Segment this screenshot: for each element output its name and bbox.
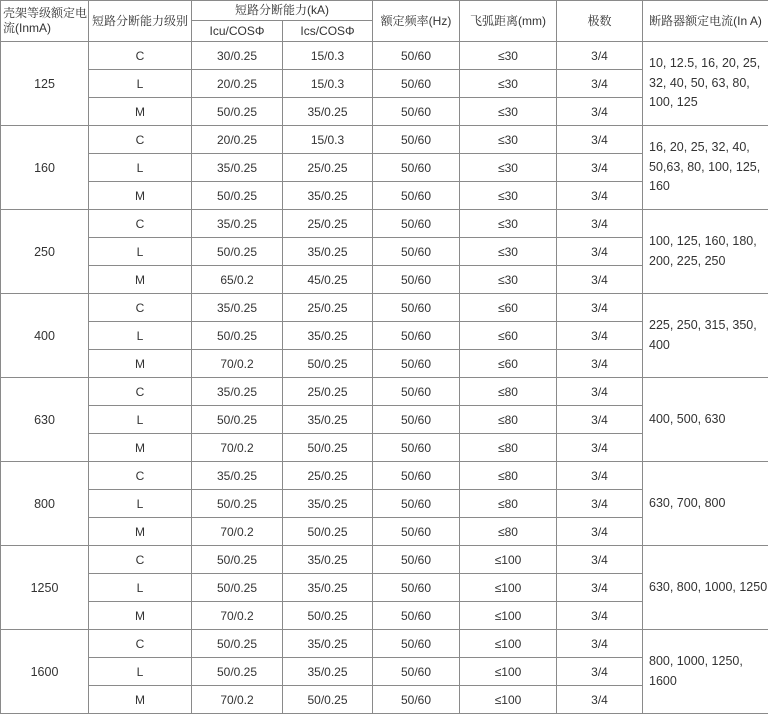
- arc-distance-cell: ≤100: [460, 658, 557, 686]
- poles-cell: 3/4: [557, 378, 643, 406]
- ics-cell: 35/0.25: [283, 322, 373, 350]
- ics-cell: 50/0.25: [283, 518, 373, 546]
- poles-cell: 3/4: [557, 350, 643, 378]
- frequency-cell: 50/60: [373, 154, 460, 182]
- poles-cell: 3/4: [557, 574, 643, 602]
- icu-cell: 50/0.25: [192, 322, 283, 350]
- poles-cell: 3/4: [557, 490, 643, 518]
- rated-currents-cell: 400, 500, 630: [643, 378, 768, 462]
- rated-currents-cell: 800, 1000, 1250, 1600: [643, 630, 768, 714]
- arc-distance-cell: ≤30: [460, 154, 557, 182]
- poles-cell: 3/4: [557, 518, 643, 546]
- ics-cell: 25/0.25: [283, 154, 373, 182]
- poles-cell: 3/4: [557, 266, 643, 294]
- breaking-level-cell: M: [89, 686, 192, 714]
- frame-current-cell: 800: [1, 462, 89, 546]
- breaking-level-cell: L: [89, 154, 192, 182]
- frequency-cell: 50/60: [373, 378, 460, 406]
- frequency-cell: 50/60: [373, 322, 460, 350]
- icu-cell: 50/0.25: [192, 182, 283, 210]
- arc-distance-cell: ≤100: [460, 574, 557, 602]
- breaking-level-cell: M: [89, 434, 192, 462]
- header-breaking-level: 短路分断能力级别: [89, 1, 192, 42]
- frame-current-cell: 630: [1, 378, 89, 462]
- table-row: [1, 630, 768, 658]
- icu-cell: 70/0.2: [192, 602, 283, 630]
- icu-cell: 35/0.25: [192, 378, 283, 406]
- ics-cell: 50/0.25: [283, 602, 373, 630]
- breaking-level-cell: C: [89, 126, 192, 154]
- frequency-cell: 50/60: [373, 42, 460, 70]
- breaking-level-cell: L: [89, 70, 192, 98]
- table-row: [1, 462, 768, 490]
- icu-cell: 50/0.25: [192, 98, 283, 126]
- ics-cell: 15/0.3: [283, 42, 373, 70]
- ics-cell: 35/0.25: [283, 630, 373, 658]
- frequency-cell: 50/60: [373, 630, 460, 658]
- poles-cell: 3/4: [557, 546, 643, 574]
- rated-currents-cell: 10, 12.5, 16, 20, 25, 32, 40, 50, 63, 80, 100, 125: [643, 42, 768, 126]
- breaking-level-cell: C: [89, 630, 192, 658]
- poles-cell: 3/4: [557, 238, 643, 266]
- icu-cell: 35/0.25: [192, 294, 283, 322]
- frequency-cell: 50/60: [373, 602, 460, 630]
- ics-cell: 35/0.25: [283, 658, 373, 686]
- table-row: [1, 126, 768, 154]
- arc-distance-cell: ≤30: [460, 70, 557, 98]
- frequency-cell: 50/60: [373, 266, 460, 294]
- header-poles: 极数: [557, 1, 643, 42]
- table-row: [1, 378, 768, 406]
- rated-currents-cell: 630, 700, 800: [643, 462, 768, 546]
- arc-distance-cell: ≤80: [460, 378, 557, 406]
- poles-cell: 3/4: [557, 462, 643, 490]
- breaking-level-cell: M: [89, 350, 192, 378]
- breaking-level-cell: M: [89, 266, 192, 294]
- frequency-cell: 50/60: [373, 126, 460, 154]
- arc-distance-cell: ≤30: [460, 210, 557, 238]
- arc-distance-cell: ≤100: [460, 546, 557, 574]
- header-frame-current: 壳架等级额定电流(InmA): [1, 1, 89, 42]
- table-body: [1, 42, 768, 714]
- breaking-level-cell: L: [89, 658, 192, 686]
- arc-distance-cell: ≤30: [460, 182, 557, 210]
- arc-distance-cell: ≤30: [460, 98, 557, 126]
- frame-current-cell: 1250: [1, 546, 89, 630]
- frequency-cell: 50/60: [373, 574, 460, 602]
- frame-current-cell: 125: [1, 42, 89, 126]
- frame-current-cell: 250: [1, 210, 89, 294]
- frequency-cell: 50/60: [373, 406, 460, 434]
- breaking-level-cell: L: [89, 574, 192, 602]
- ics-cell: 35/0.25: [283, 182, 373, 210]
- poles-cell: 3/4: [557, 602, 643, 630]
- frequency-cell: 50/60: [373, 490, 460, 518]
- frequency-cell: 50/60: [373, 546, 460, 574]
- header-icu: Icu/COSΦ: [192, 21, 283, 42]
- breaking-level-cell: C: [89, 378, 192, 406]
- arc-distance-cell: ≤80: [460, 518, 557, 546]
- arc-distance-cell: ≤30: [460, 266, 557, 294]
- breaking-level-cell: M: [89, 98, 192, 126]
- arc-distance-cell: ≤30: [460, 42, 557, 70]
- ics-cell: 35/0.25: [283, 490, 373, 518]
- ics-cell: 15/0.3: [283, 70, 373, 98]
- ics-cell: 25/0.25: [283, 210, 373, 238]
- breaking-level-cell: C: [89, 210, 192, 238]
- icu-cell: 70/0.2: [192, 350, 283, 378]
- ics-cell: 35/0.25: [283, 238, 373, 266]
- breaking-level-cell: L: [89, 406, 192, 434]
- icu-cell: 30/0.25: [192, 42, 283, 70]
- header-ics: Ics/COSΦ: [283, 21, 373, 42]
- icu-cell: 35/0.25: [192, 210, 283, 238]
- ics-cell: 35/0.25: [283, 98, 373, 126]
- frequency-cell: 50/60: [373, 350, 460, 378]
- rated-currents-cell: 225, 250, 315, 350, 400: [643, 294, 768, 378]
- poles-cell: 3/4: [557, 210, 643, 238]
- arc-distance-cell: ≤60: [460, 350, 557, 378]
- icu-cell: 70/0.2: [192, 518, 283, 546]
- icu-cell: 20/0.25: [192, 70, 283, 98]
- icu-cell: 50/0.25: [192, 546, 283, 574]
- frequency-cell: 50/60: [373, 434, 460, 462]
- poles-cell: 3/4: [557, 126, 643, 154]
- breaking-level-cell: C: [89, 462, 192, 490]
- poles-cell: 3/4: [557, 70, 643, 98]
- frequency-cell: 50/60: [373, 210, 460, 238]
- arc-distance-cell: ≤100: [460, 630, 557, 658]
- ics-cell: 45/0.25: [283, 266, 373, 294]
- ics-cell: 50/0.25: [283, 434, 373, 462]
- frequency-cell: 50/60: [373, 462, 460, 490]
- icu-cell: 35/0.25: [192, 462, 283, 490]
- ics-cell: 50/0.25: [283, 350, 373, 378]
- frequency-cell: 50/60: [373, 238, 460, 266]
- icu-cell: 35/0.25: [192, 154, 283, 182]
- poles-cell: 3/4: [557, 630, 643, 658]
- poles-cell: 3/4: [557, 434, 643, 462]
- arc-distance-cell: ≤100: [460, 602, 557, 630]
- breaking-level-cell: C: [89, 294, 192, 322]
- poles-cell: 3/4: [557, 322, 643, 350]
- icu-cell: 65/0.2: [192, 266, 283, 294]
- arc-distance-cell: ≤80: [460, 434, 557, 462]
- arc-distance-cell: ≤30: [460, 238, 557, 266]
- frame-current-cell: 160: [1, 126, 89, 210]
- frequency-cell: 50/60: [373, 182, 460, 210]
- poles-cell: 3/4: [557, 42, 643, 70]
- frequency-cell: 50/60: [373, 686, 460, 714]
- arc-distance-cell: ≤80: [460, 406, 557, 434]
- poles-cell: 3/4: [557, 658, 643, 686]
- frequency-cell: 50/60: [373, 294, 460, 322]
- ics-cell: 35/0.25: [283, 406, 373, 434]
- frame-current-cell: 1600: [1, 630, 89, 714]
- arc-distance-cell: ≤60: [460, 294, 557, 322]
- ics-cell: 25/0.25: [283, 378, 373, 406]
- icu-cell: 50/0.25: [192, 406, 283, 434]
- poles-cell: 3/4: [557, 154, 643, 182]
- frequency-cell: 50/60: [373, 70, 460, 98]
- poles-cell: 3/4: [557, 406, 643, 434]
- arc-distance-cell: ≤60: [460, 322, 557, 350]
- icu-cell: 20/0.25: [192, 126, 283, 154]
- rated-currents-cell: 16, 20, 25, 32, 40, 50,63, 80, 100, 125, 160: [643, 126, 768, 210]
- breaking-level-cell: L: [89, 238, 192, 266]
- poles-cell: 3/4: [557, 686, 643, 714]
- icu-cell: 50/0.25: [192, 658, 283, 686]
- header-frequency: 额定频率(Hz): [373, 1, 460, 42]
- poles-cell: 3/4: [557, 294, 643, 322]
- breaking-level-cell: M: [89, 518, 192, 546]
- table-row: [1, 210, 768, 238]
- table-header: [1, 1, 768, 42]
- breaking-level-cell: C: [89, 546, 192, 574]
- breaking-level-cell: C: [89, 42, 192, 70]
- arc-distance-cell: ≤80: [460, 462, 557, 490]
- poles-cell: 3/4: [557, 182, 643, 210]
- frequency-cell: 50/60: [373, 658, 460, 686]
- ics-cell: 35/0.25: [283, 574, 373, 602]
- rated-currents-cell: 100, 125, 160, 180, 200, 225, 250: [643, 210, 768, 294]
- rated-currents-cell: 630, 800, 1000, 1250: [643, 546, 768, 630]
- frequency-cell: 50/60: [373, 98, 460, 126]
- arc-distance-cell: ≤30: [460, 126, 557, 154]
- breaking-level-cell: M: [89, 602, 192, 630]
- icu-cell: 50/0.25: [192, 630, 283, 658]
- frequency-cell: 50/60: [373, 518, 460, 546]
- arc-distance-cell: ≤100: [460, 686, 557, 714]
- icu-cell: 70/0.2: [192, 686, 283, 714]
- arc-distance-cell: ≤80: [460, 490, 557, 518]
- ics-cell: 15/0.3: [283, 126, 373, 154]
- icu-cell: 50/0.25: [192, 490, 283, 518]
- breaking-level-cell: M: [89, 182, 192, 210]
- frame-current-cell: 400: [1, 294, 89, 378]
- breaking-level-cell: L: [89, 322, 192, 350]
- icu-cell: 50/0.25: [192, 238, 283, 266]
- table-row: [1, 42, 768, 70]
- breaking-level-cell: L: [89, 490, 192, 518]
- header-breaking-capacity: 短路分断能力(kA): [192, 1, 373, 21]
- ics-cell: 35/0.25: [283, 546, 373, 574]
- ics-cell: 50/0.25: [283, 686, 373, 714]
- icu-cell: 50/0.25: [192, 574, 283, 602]
- ics-cell: 25/0.25: [283, 462, 373, 490]
- table-row: [1, 294, 768, 322]
- header-arc-distance: 飞弧距离(mm): [460, 1, 557, 42]
- poles-cell: 3/4: [557, 98, 643, 126]
- icu-cell: 70/0.2: [192, 434, 283, 462]
- table-row: [1, 546, 768, 574]
- header-rated-current: 断路器额定电流(In A): [643, 1, 768, 42]
- ics-cell: 25/0.25: [283, 294, 373, 322]
